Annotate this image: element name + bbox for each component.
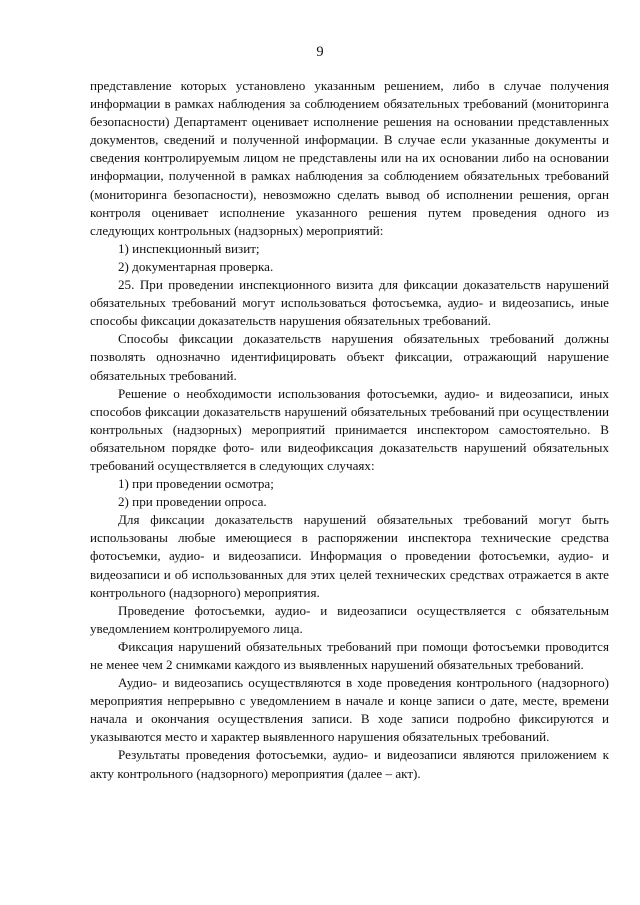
paragraph: Аудио- и видеозапись осуществляются в ходе проведения контрольного (надзорного) мероприятия непрерывно с уведомлением в начале и конце записи о дате, месте, времени начала и окончания осуществления записи. В ходе записи подробно фиксируются и указываются место и характер выявленного нарушения обязательных требований. xyxy=(90,675,609,745)
paragraph-clause-25: 25. При проведении инспекционного визита для фиксации доказательств нарушений обязательных требований могут использоваться фотосъемка, аудио- и видеозапись, иные способы фиксации доказательств нарушения обязательных требований. xyxy=(90,277,609,329)
list-item-survey: 2) при проведении опроса. xyxy=(118,494,267,510)
document-body xyxy=(90,77,609,783)
paragraph: Способы фиксации доказательств нарушения обязательных требований должны позволять однозначно идентифицировать объект фиксации, отражающий нарушение обязательных требований. xyxy=(90,331,609,383)
list-item-document-check: 2) документарная проверка. xyxy=(118,258,274,274)
paragraph: Решение о необходимости использования фотосъемки, аудио- и видеозаписи, иных способов фиксации доказательств нарушений обязательных требований при осуществлении контрольных (надзорных) мероприятий принимается инспектором самостоятельно. В обязательном порядке фото- или видеофиксация доказательств нарушений обязательных требований осуществляется в следующих случаях: xyxy=(90,385,609,473)
paragraph: Результаты проведения фотосъемки, аудио- и видеозаписи являются приложением к акту контрольного (надзорного) мероприятия (далее – акт). xyxy=(90,747,609,781)
page-number: 9 xyxy=(316,44,324,60)
list-item-inspection: 1) при проведении осмотра; xyxy=(118,476,274,492)
paragraph-continuation: представление которых установлено указанным решением, либо в случае получения информации в рамках наблюдения за соблюдением обязательных требований (мониторинга безопасности) Департамент оценивает исполнение решения на основании представленных документов, сведений и полученной информации. В случае если указанные документы и сведения контролируемым лицом не представлены или на их основании либо на основании информации, полученной в рамках наблюдения за соблюдением обязательных требований (мониторинга безопасности), невозможно сделать вывод об исполнении решения, орган контроля оценивает исполнение указанного решения путем проведения одного из следующих контрольных (надзорных) мероприятий: xyxy=(90,78,609,238)
paragraph: Фиксация нарушений обязательных требований при помощи фотосъемки проводится не менее чем 2 снимками каждого из выявленных нарушений обязательных требований. xyxy=(90,638,609,672)
paragraph: Для фиксации доказательств нарушений обязательных требований могут быть использованы любые имеющиеся в распоряжении инспектора технические средства фотосъемки, аудио- и видеозаписи. Информация о проведении фотосъемки, аудио- и видеозаписи и об использованных для этих целей технических средствах отражается в акте контрольного (надзорного) мероприятия. xyxy=(90,512,609,600)
paragraph: Проведение фотосъемки, аудио- и видеозаписи осуществляется с обязательным уведомлением контролируемого лица. xyxy=(90,602,609,636)
list-item-inspection-visit: 1) инспекционный визит; xyxy=(118,240,260,256)
